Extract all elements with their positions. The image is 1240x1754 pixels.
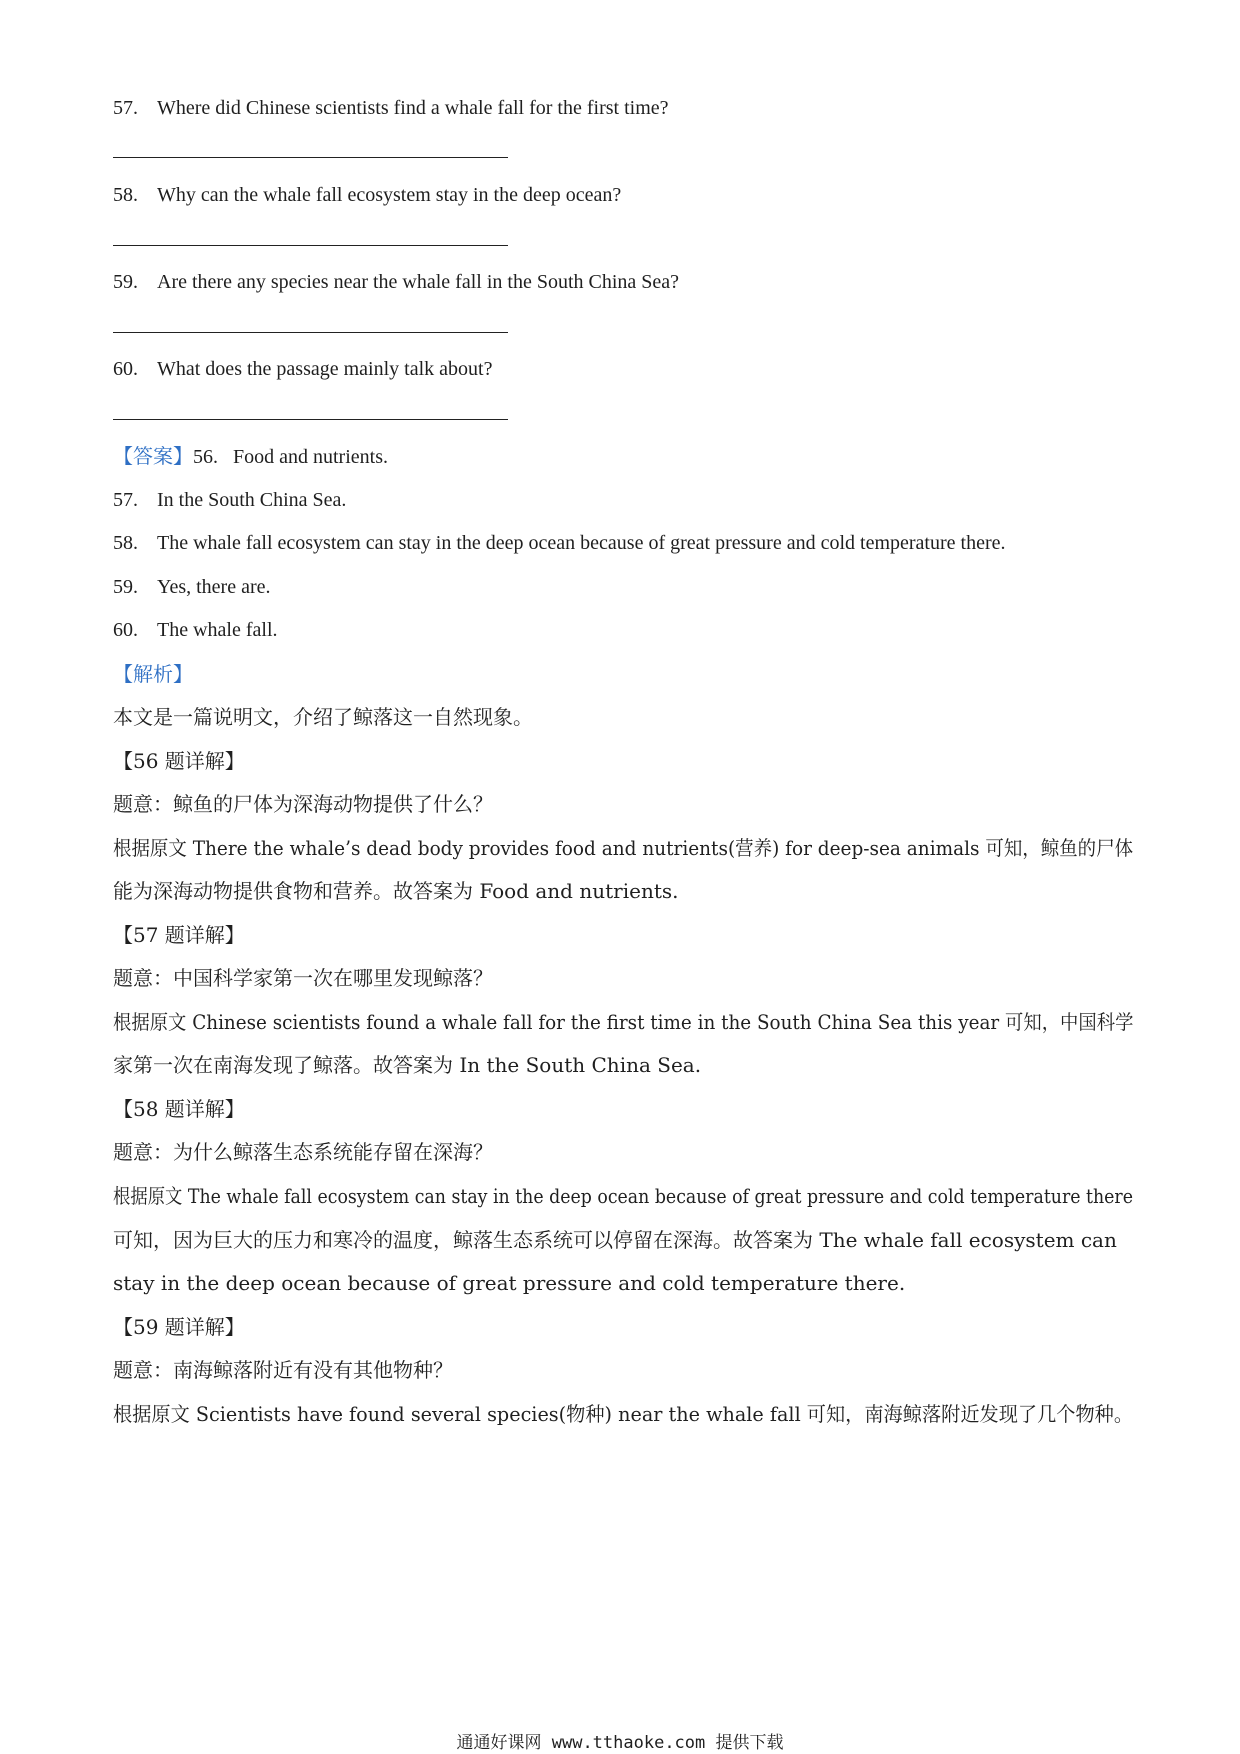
answer-56: 【答案】56. Food and nutrients. [113, 444, 388, 468]
detail-56-heading: 【56 题详解】 [113, 749, 245, 773]
answer-blank-57[interactable] [113, 157, 508, 158]
detail-57-line: 根据原文 Chinese scientists found a whale fall for the first time in the South China Sea this year 可知，中国科学 [113, 1010, 1134, 1034]
detail-59-meaning: 题意：南海鲸落附近有没有其他物种？ [113, 1358, 453, 1382]
detail-59-line: 根据原文 Scientists have found several species(物种) near the whale fall 可知，南海鲸落附近发现了几个物种。 [113, 1402, 1134, 1426]
detail-56-line: 能为深海动物提供食物和营养。故答案为 Food and nutrients. [113, 879, 679, 903]
detail-56-meaning: 题意：鲸鱼的尸体为深海动物提供了什么？ [113, 792, 493, 816]
detail-58-line: 根据原文 The whale fall ecosystem can stay in the deep ocean because of great pressure and cold temperature there [113, 1184, 1133, 1208]
answer-57: 57. In the South China Sea. [113, 489, 347, 511]
detail-58-line: stay in the deep ocean because of great pressure and cold temperature there. [113, 1271, 906, 1295]
page-footer: 通通好课网 www.tthaoke.com 提供下载 [456, 1733, 784, 1753]
question-57: 57. Where did Chinese scientists find a whale fall for the first time? [113, 97, 669, 119]
question-58: 58. Why can the whale fall ecosystem stay in the deep ocean? [113, 184, 622, 206]
question-60: 60. What does the passage mainly talk about? [113, 358, 493, 380]
detail-58-line: 可知，因为巨大的压力和寒冷的温度，鲸落生态系统可以停留在深海。故答案为 The whale fall ecosystem can [113, 1228, 1117, 1252]
answer-blank-60[interactable] [113, 419, 508, 420]
answer-blank-59[interactable] [113, 332, 508, 333]
detail-58-meaning: 题意：为什么鲸落生态系统能存留在深海？ [113, 1140, 493, 1164]
detail-56-line: 根据原文 There the whale’s dead body provides food and nutrients(营养) for deep-sea animals 可知，鲸鱼的尸体 [113, 836, 1134, 860]
answer-60: 60. The whale fall. [113, 619, 278, 641]
analysis-tag: 【解析】 [113, 662, 193, 686]
answer-59: 59. Yes, there are. [113, 576, 271, 598]
answer-58: 58. The whale fall ecosystem can stay in the deep ocean because of great pressure and cold temperature there. [113, 532, 1006, 554]
detail-59-heading: 【59 题详解】 [113, 1315, 245, 1339]
question-59: 59. Are there any species near the whale fall in the South China Sea? [113, 271, 680, 293]
answer-tag: 【答案】 [113, 444, 193, 468]
answer-blank-58[interactable] [113, 245, 508, 246]
detail-57-heading: 【57 题详解】 [113, 923, 245, 947]
analysis-intro: 本文是一篇说明文，介绍了鲸落这一自然现象。 [113, 705, 533, 729]
detail-57-line: 家第一次在南海发现了鲸落。故答案为 In the South China Sea. [113, 1053, 702, 1077]
detail-58-heading: 【58 题详解】 [113, 1097, 245, 1121]
detail-57-meaning: 题意：中国科学家第一次在哪里发现鲸落？ [113, 966, 493, 990]
